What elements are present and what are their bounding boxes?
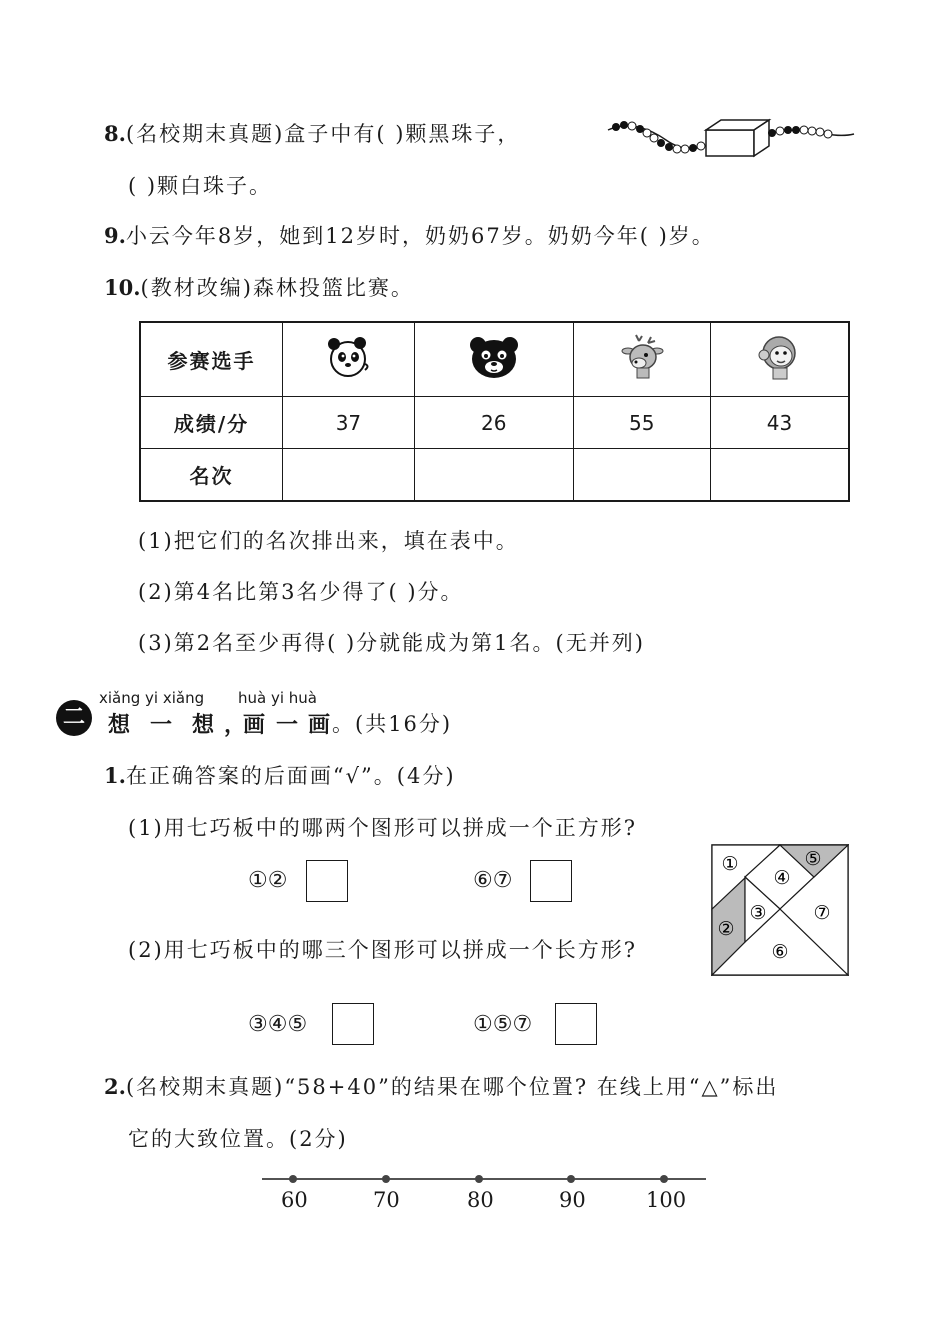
tangram-label-2: ② — [717, 918, 735, 940]
tick-90 — [567, 1175, 575, 1183]
s2q1-text: 在正确答案的后面画“√”。(4分) — [125, 764, 456, 788]
header-rank: 名次 — [140, 449, 283, 502]
players-row — [140, 322, 849, 397]
tick-label-90: 90 — [559, 1188, 586, 1212]
black-bead — [620, 121, 628, 129]
option-3-4-5: ③④⑤ — [248, 1012, 308, 1037]
q10-sub2: (2)第4名比第3名少得了( )分。 — [138, 580, 464, 604]
white-bead — [697, 142, 705, 150]
beads-box-illustration — [606, 112, 856, 162]
q10-text: (教材改编)森林投篮比赛。 — [140, 276, 414, 300]
number-line[interactable] — [258, 1170, 710, 1190]
monkey-icon — [754, 333, 804, 381]
q9-line — [104, 220, 715, 250]
black-bead — [768, 129, 776, 137]
white-bead — [628, 122, 636, 130]
black-bead — [657, 139, 665, 147]
answer-box-1-2[interactable] — [306, 860, 348, 902]
black-bead — [612, 123, 620, 131]
option-1-2: ①② — [248, 868, 288, 893]
score-panda: 37 — [283, 397, 415, 449]
tangram-label-3: ③ — [749, 902, 767, 924]
s2q2-number: 2. — [104, 1074, 126, 1099]
option-6-7: ⑥⑦ — [473, 868, 513, 893]
tick-80 — [475, 1175, 483, 1183]
tick-label-70: 70 — [373, 1188, 400, 1212]
q9-number: 9. — [104, 223, 126, 248]
title-char-3: 想 — [192, 713, 215, 738]
s2q1-number: 1. — [104, 763, 126, 788]
s2q1-line — [104, 760, 456, 790]
tick-label-100: 100 — [646, 1188, 687, 1212]
header-players: 参赛选手 — [140, 322, 283, 397]
answer-box-3-4-5[interactable] — [332, 1003, 374, 1045]
option-1-5-7: ①⑤⑦ — [473, 1012, 533, 1037]
section-two-badge: 二 — [56, 700, 92, 736]
bear-icon — [465, 333, 523, 381]
q10-line — [104, 272, 414, 302]
q10-sub1: (1)把它们的名次排出来，填在表中。 — [138, 529, 519, 553]
title-char-1: 想 — [108, 713, 131, 738]
white-bead — [776, 127, 784, 135]
tangram-label-4: ④ — [773, 867, 791, 889]
white-bead — [673, 145, 681, 153]
header-scores: 成绩/分 — [140, 397, 283, 449]
title-char-6: 画 — [308, 713, 331, 738]
black-bead — [665, 143, 673, 151]
score-deer: 55 — [573, 397, 710, 449]
score-monkey: 43 — [710, 397, 849, 449]
q8-line1 — [104, 118, 520, 148]
scores-row — [140, 397, 849, 449]
monkey-cell — [710, 322, 849, 397]
tick-label-60: 60 — [281, 1188, 308, 1212]
black-bead — [784, 126, 792, 134]
s2q2-line2: 它的大致位置。(2分) — [128, 1127, 348, 1151]
rank-panda-cell[interactable] — [283, 449, 415, 502]
q8-text-line1: (名校期末真题)盒子中有( )颗黑珠子， — [125, 122, 521, 146]
tick-60 — [289, 1175, 297, 1183]
score-bear: 26 — [414, 397, 573, 449]
deer-cell — [573, 322, 710, 397]
white-bead — [808, 127, 816, 135]
q9-text: 小云今年8岁，她到12岁时，奶奶67岁。奶奶今年( )岁。 — [125, 224, 715, 248]
tick-70 — [382, 1175, 390, 1183]
black-bead — [689, 144, 697, 152]
s2q1-sub2: (2)用七巧板中的哪三个图形可以拼成一个长方形? — [128, 938, 638, 962]
q10-number: 10. — [104, 275, 141, 300]
s2q2-text-line1: (名校期末真题)“58+40”的结果在哪个位置? 在线上用“△”标出 — [125, 1075, 779, 1099]
rank-deer-cell[interactable] — [573, 449, 710, 502]
tangram-label-7: ⑦ — [813, 902, 831, 924]
white-bead — [824, 130, 832, 138]
title-char-2: 一 — [150, 713, 173, 738]
tick-100 — [660, 1175, 668, 1183]
panda-icon — [324, 334, 372, 380]
tangram-figure — [711, 844, 849, 976]
white-bead — [643, 129, 651, 137]
panda-cell — [283, 322, 415, 397]
title-suffix: 。(共16分) — [332, 712, 453, 736]
tangram-label-6: ⑥ — [771, 941, 789, 963]
white-bead — [816, 128, 824, 136]
title-char-comma: ， — [224, 713, 247, 738]
q8-number: 8. — [104, 121, 126, 146]
title-char-5: 一 — [276, 713, 299, 738]
s2q1-sub1: (1)用七巧板中的哪两个图形可以拼成一个正方形? — [128, 816, 638, 840]
box-front — [706, 130, 754, 156]
section-title-pinyin-2: huà yi huà — [238, 689, 317, 707]
white-bead — [650, 134, 658, 142]
section-title-pinyin-1: xiǎng yi xiǎng — [99, 689, 205, 707]
tangram-label-1: ① — [721, 853, 739, 875]
answer-box-1-5-7[interactable] — [555, 1003, 597, 1045]
q10-sub3: (3)第2名至少再得( )分就能成为第1名。(无并列) — [138, 631, 645, 655]
q8-line2: ( )颗白珠子。 — [128, 174, 273, 198]
s2q2-line1 — [104, 1071, 778, 1101]
tick-label-80: 80 — [467, 1188, 494, 1212]
rank-row — [140, 449, 849, 502]
bear-cell — [414, 322, 573, 397]
answer-box-6-7[interactable] — [530, 860, 572, 902]
white-bead — [681, 145, 689, 153]
white-bead — [800, 126, 808, 134]
deer-icon — [617, 333, 667, 381]
black-bead — [792, 126, 800, 134]
tangram-label-5: ⑤ — [804, 848, 822, 870]
score-table — [139, 321, 850, 502]
rank-monkey-cell[interactable] — [710, 449, 849, 502]
rank-bear-cell[interactable] — [414, 449, 573, 502]
title-char-4: 画 — [243, 713, 266, 738]
